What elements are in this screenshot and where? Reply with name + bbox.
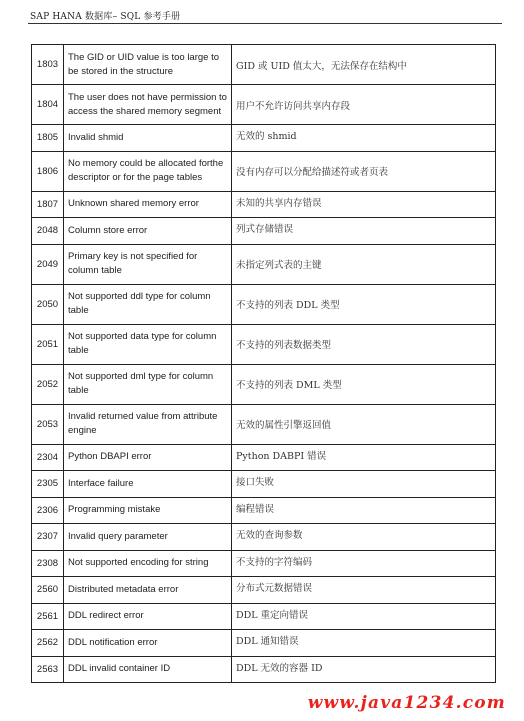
error-table-body xyxy=(32,45,496,683)
chinese-description-cell: 无效的查询参数 xyxy=(232,524,496,551)
english-description-cell: Invalid query parameter xyxy=(64,524,232,551)
error-code-cell: 2563 xyxy=(32,656,64,683)
chinese-description-cell: DDL 重定向错误 xyxy=(232,603,496,630)
english-description-cell: Column store error xyxy=(64,218,232,245)
table-row xyxy=(32,151,496,191)
table-row xyxy=(32,45,496,85)
english-description-cell: The user does not have permission to access the shared memory segment xyxy=(64,85,232,125)
error-code-cell: 2050 xyxy=(32,284,64,324)
english-description-cell: DDL notification error xyxy=(64,630,232,657)
error-code-cell: 2048 xyxy=(32,218,64,245)
error-code-cell: 2052 xyxy=(32,364,64,404)
chinese-description-cell: 无效的属性引擎返回值 xyxy=(232,404,496,444)
table-row xyxy=(32,324,496,364)
english-description-cell: Programming mistake xyxy=(64,497,232,524)
english-description-cell: Interface failure xyxy=(64,471,232,498)
error-code-cell: 2304 xyxy=(32,444,64,471)
error-code-cell: 2306 xyxy=(32,497,64,524)
chinese-description-cell: 编程错误 xyxy=(232,497,496,524)
error-code-cell: 1807 xyxy=(32,191,64,218)
error-code-cell: 2307 xyxy=(32,524,64,551)
chinese-description-cell: 列式存储错误 xyxy=(232,218,496,245)
table-row xyxy=(32,191,496,218)
chinese-description-cell: 无效的 shmid xyxy=(232,125,496,152)
error-code-cell: 2051 xyxy=(32,324,64,364)
table-row xyxy=(32,218,496,245)
chinese-description-cell: DDL 通知错误 xyxy=(232,630,496,657)
table-row xyxy=(32,524,496,551)
english-description-cell: Distributed metadata error xyxy=(64,577,232,604)
english-description-cell: Not supported data type for column table xyxy=(64,324,232,364)
table-row xyxy=(32,85,496,125)
error-code-cell: 1804 xyxy=(32,85,64,125)
error-code-cell: 1805 xyxy=(32,125,64,152)
table-row xyxy=(32,244,496,284)
error-code-cell: 2053 xyxy=(32,404,64,444)
table-row xyxy=(32,550,496,577)
table-row xyxy=(32,497,496,524)
english-description-cell: Python DBAPI error xyxy=(64,444,232,471)
chinese-description-cell: Python DABPI 错误 xyxy=(232,444,496,471)
table-row xyxy=(32,577,496,604)
chinese-description-cell: 不支持的列表数据类型 xyxy=(232,324,496,364)
chinese-description-cell: 接口失败 xyxy=(232,471,496,498)
error-code-cell: 2049 xyxy=(32,244,64,284)
table-row xyxy=(32,284,496,324)
table-row xyxy=(32,656,496,683)
site-watermark: www.java1234.com xyxy=(307,693,506,713)
error-code-cell: 2560 xyxy=(32,577,64,604)
english-description-cell: Primary key is not specified for column table xyxy=(64,244,232,284)
english-description-cell: The GID or UID value is too large to be stored in the structure xyxy=(64,45,232,85)
table-row xyxy=(32,364,496,404)
chinese-description-cell: 不支持的列表 DML 类型 xyxy=(232,364,496,404)
english-description-cell: Not supported encoding for string xyxy=(64,550,232,577)
english-description-cell: Not supported dml type for column table xyxy=(64,364,232,404)
english-description-cell: Invalid shmid xyxy=(64,125,232,152)
error-code-table xyxy=(31,44,496,683)
chinese-description-cell: 不支持的列表 DDL 类型 xyxy=(232,284,496,324)
english-description-cell: Not supported ddl type for column table xyxy=(64,284,232,324)
table-row xyxy=(32,603,496,630)
chinese-description-cell: 未指定列式表的主键 xyxy=(232,244,496,284)
table-row xyxy=(32,471,496,498)
chinese-description-cell: 未知的共享内存错误 xyxy=(232,191,496,218)
table-row xyxy=(32,630,496,657)
english-description-cell: Invalid returned value from attribute engine xyxy=(64,404,232,444)
table-row xyxy=(32,404,496,444)
chinese-description-cell: 不支持的字符编码 xyxy=(232,550,496,577)
error-code-cell: 2562 xyxy=(32,630,64,657)
table-row xyxy=(32,125,496,152)
chinese-description-cell: DDL 无效的容器 ID xyxy=(232,656,496,683)
error-code-cell: 2305 xyxy=(32,471,64,498)
chinese-description-cell: 分布式元数据错误 xyxy=(232,577,496,604)
header-divider xyxy=(28,23,502,24)
english-description-cell: DDL redirect error xyxy=(64,603,232,630)
english-description-cell: Unknown shared memory error xyxy=(64,191,232,218)
error-code-cell: 2561 xyxy=(32,603,64,630)
english-description-cell: No memory could be allocated forthe descriptor or for the page tables xyxy=(64,151,232,191)
table-row xyxy=(32,444,496,471)
english-description-cell: DDL invalid container ID xyxy=(64,656,232,683)
chinese-description-cell: GID 或 UID 值太大，无法保存在结构中 xyxy=(232,45,496,85)
error-code-cell: 1806 xyxy=(32,151,64,191)
error-code-cell: 2308 xyxy=(32,550,64,577)
chinese-description-cell: 用户不允许访问共享内存段 xyxy=(232,85,496,125)
page-header-title: SAP HANA 数据库– SQL 参考手册 xyxy=(30,12,181,22)
error-code-cell: 1803 xyxy=(32,45,64,85)
chinese-description-cell: 没有内存可以分配给描述符或者页表 xyxy=(232,151,496,191)
